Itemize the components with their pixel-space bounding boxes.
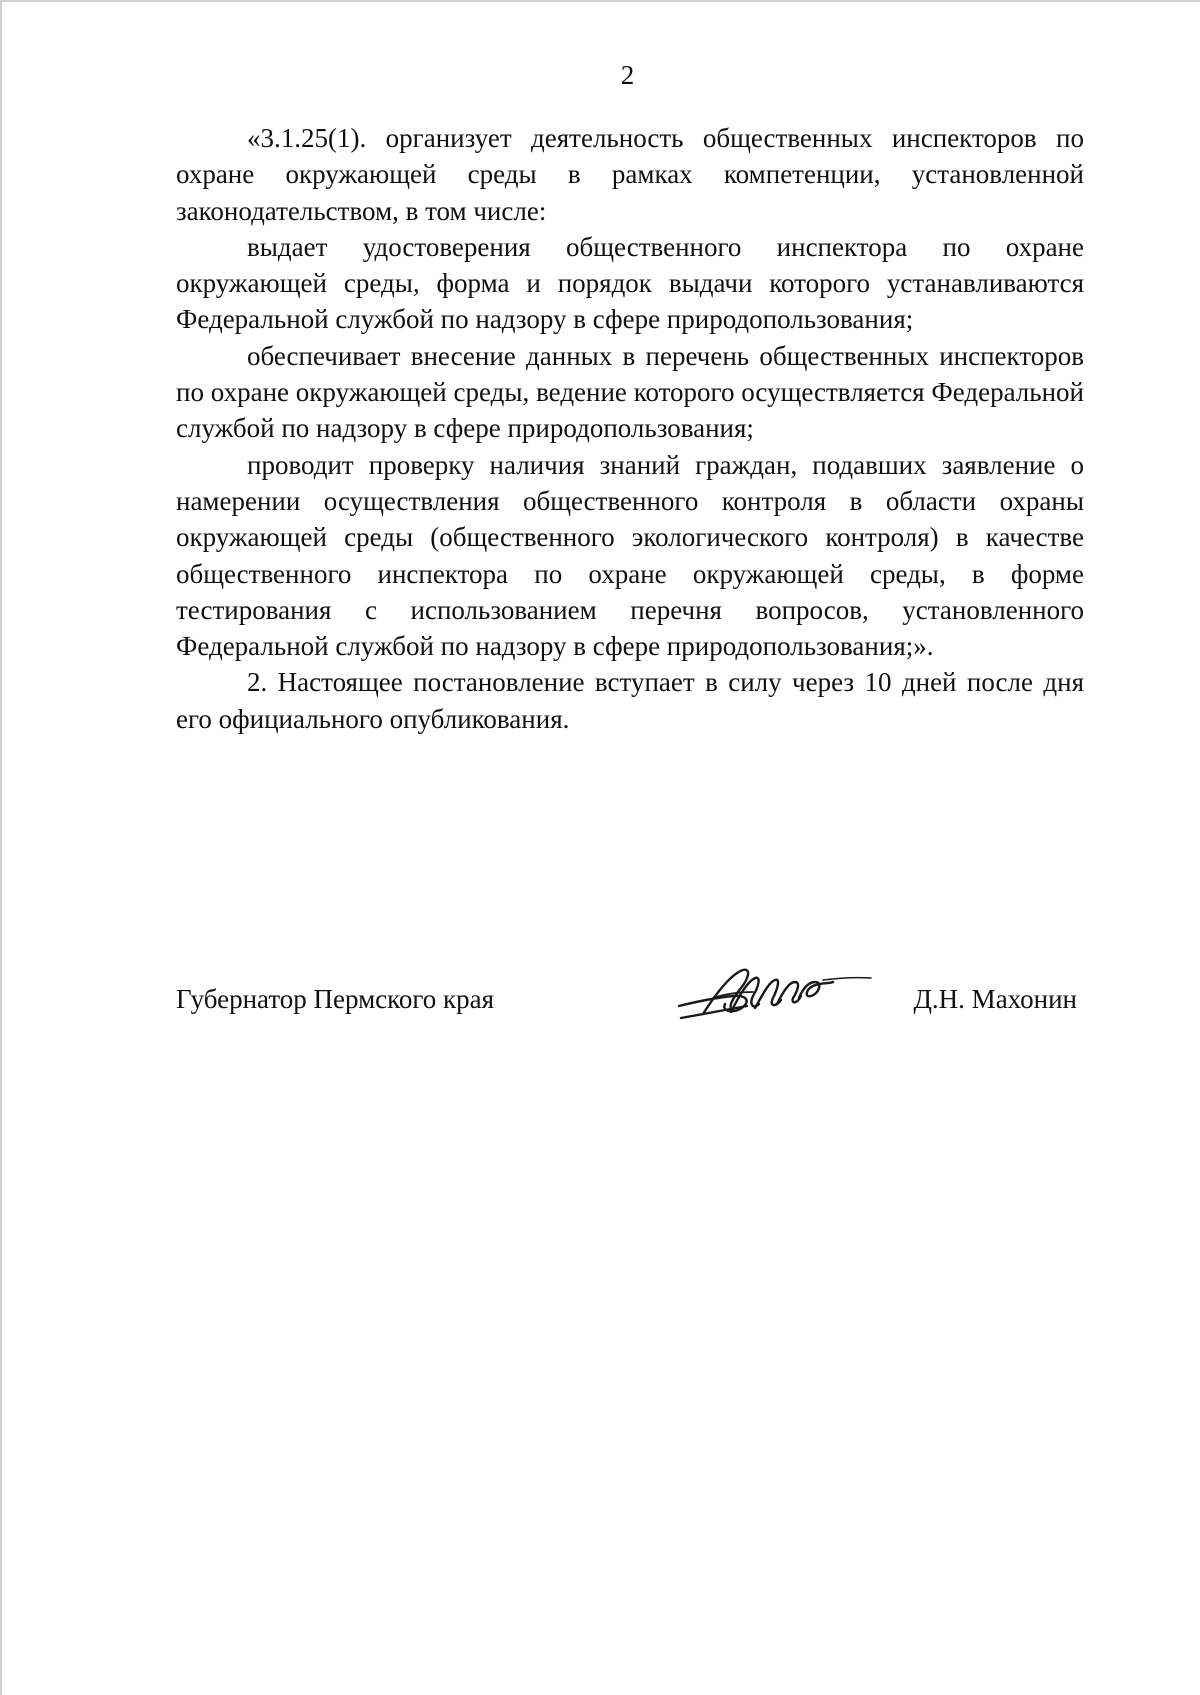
scan-edge-top — [0, 0, 1200, 2]
paragraph-clause-3-1-25-1: «3.1.25(1). организует деятельность общественных инспекторов по охране окружающей среды в рамках компетенции, установленной законодательством, в том числе: — [176, 123, 1084, 226]
paragraph-register-inspectors: обеспечивает внесение данных в перечень общественных инспекторов по охране окружающей среды, ведение которого осуществляется Федеральной службой по надзору в сфере природопользования; — [176, 340, 1084, 444]
signer-position: Губернатор Пермского края — [176, 984, 495, 1014]
handwritten-signature — [673, 952, 873, 1032]
signer-name: Д.Н. Махонин — [913, 984, 1077, 1014]
paragraph-knowledge-testing: проводит проверку наличия знаний граждан, подавших заявление о намерении осуществления общественного контроля в области охраны окружающей среды (общественного экологического контроля) в качестве общественного инспектора по охране окружающей среды, в форме тестирования с использованием перечня вопросов, установленного Федеральной службой по надзору в сфере природопользования;». — [176, 449, 1084, 662]
scan-edge-left — [0, 0, 2, 1695]
page-number: 2 — [620, 60, 635, 90]
paragraph-effective-date: 2. Настоящее постановление вступает в силу через 10 дней после дня его официального опубликования. — [176, 667, 1084, 734]
signature-block — [176, 974, 1076, 1034]
paragraph-issue-certificates: выдает удостоверения общественного инспектора по охране окружающей среды, форма и порядок выдачи которого устанавливаются Федеральной службой по надзору в сфере природопользования; — [176, 231, 1084, 335]
document-body — [176, 120, 1084, 737]
